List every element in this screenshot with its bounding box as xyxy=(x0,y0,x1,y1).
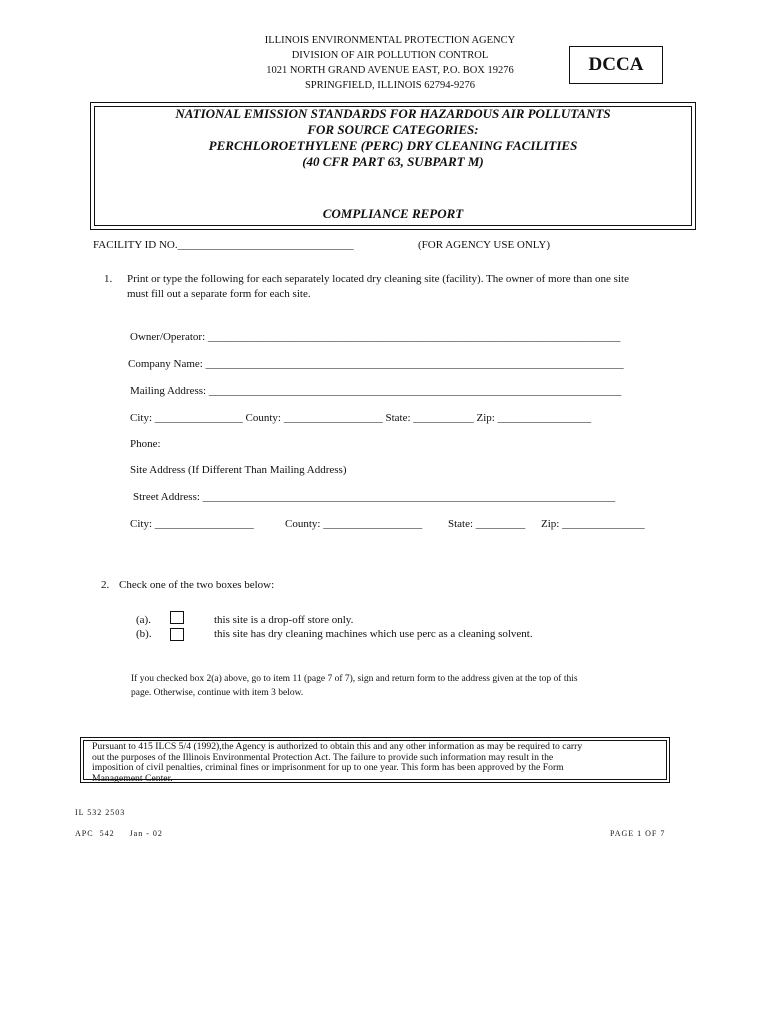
item-1-instruction-line-1: Print or type the following for each separately located dry cleaning site (facility). The owner of more than one site xyxy=(127,273,629,285)
option-a-text: this site is a drop-off store only. xyxy=(214,614,354,626)
dry-cleaning-machines-checkbox[interactable] xyxy=(170,628,184,641)
owner-operator-field[interactable]: Owner/Operator: ___________________________________________________________________________ xyxy=(130,331,621,343)
form-id: IL 532 2503 xyxy=(75,808,126,817)
option-a-label: (a). xyxy=(136,614,151,626)
document-title xyxy=(90,106,696,170)
legal-notice-text xyxy=(83,740,667,784)
phone-field[interactable]: Phone: xyxy=(130,438,161,450)
facility-id-field[interactable]: FACILITY ID NO.________________________________ xyxy=(93,239,354,251)
item-2-number: 2. xyxy=(101,579,110,591)
item-2-instruction-line-1: If you checked box 2(a) above, go to item 11 (page 7 of 7), sign and return form to the address given at the top of this xyxy=(131,674,578,684)
option-b-label: (b). xyxy=(136,628,152,640)
site-address-label: Site Address (If Different Than Mailing Address) xyxy=(130,464,347,476)
street-address-field[interactable]: Street Address: ___________________________________________________________________________ xyxy=(133,491,616,503)
title-line-3: PERCHLOROETHYLENE (PERC) DRY CLEANING FACILITIES xyxy=(208,138,578,153)
site-city-field[interactable]: City: __________________ xyxy=(130,518,254,530)
notice-line-1: Pursuant to 415 ILCS 5/4 (1992),the Agency is authorized to obtain this and any other information as may be required to carry xyxy=(92,741,583,752)
agency-name: ILLINOIS ENVIRONMENTAL PROTECTION AGENCY xyxy=(264,35,516,46)
option-b-text: this site has dry cleaning machines which use perc as a cleaning solvent. xyxy=(214,628,533,640)
title-line-4: (40 CFR PART 63, SUBPART M) xyxy=(302,154,484,169)
page-number: PAGE 1 OF 7 xyxy=(610,829,666,838)
site-state-field[interactable]: State: _________ xyxy=(448,518,526,530)
item-1-instruction-line-2: must fill out a separate form for each site. xyxy=(127,288,311,300)
dcca-badge: DCCA xyxy=(569,46,663,84)
city-county-state-zip-field[interactable]: City: ________________ County: __________________ State: ___________ Zip: _________________ xyxy=(130,412,592,424)
title-line-1: NATIONAL EMISSION STANDARDS FOR HAZARDOUS AIR POLLUTANTS xyxy=(175,106,611,121)
item-1-number: 1. xyxy=(104,273,113,285)
item-2-prompt: Check one of the two boxes below: xyxy=(119,579,275,591)
mailing-address-field[interactable]: Mailing Address: ___________________________________________________________________________ xyxy=(130,385,622,397)
report-type-heading: COMPLIANCE REPORT xyxy=(322,206,464,221)
notice-line-3: imposition of civil penalties, criminal fines or imprisonment for up to one year. This form has been approved by the Form xyxy=(92,762,564,773)
agency-address-block xyxy=(230,33,550,93)
agency-division: DIVISION OF AIR POLLUTION CONTROL xyxy=(291,50,489,61)
title-line-2: FOR SOURCE CATEGORIES: xyxy=(307,122,479,137)
agency-use-note: (FOR AGENCY USE ONLY) xyxy=(418,239,551,251)
site-zip-field[interactable]: Zip: _______________ xyxy=(541,518,645,530)
site-county-field[interactable]: County: __________________ xyxy=(285,518,423,530)
company-name-field[interactable]: Company Name: ____________________________________________________________________________ xyxy=(128,358,624,370)
agency-street: 1021 NORTH GRAND AVENUE EAST, P.O. BOX 19276 xyxy=(266,65,514,76)
notice-line-4: Management Center. xyxy=(92,772,173,784)
notice-line-2: out the purposes of the Illinois Environmental Protection Act. The failure to provide such information may result in the xyxy=(92,751,554,763)
agency-city: SPRINGFIELD, ILLINOIS 62794-9276 xyxy=(304,80,476,91)
legal-notice-box xyxy=(80,737,670,783)
apc-code-date: APC 542 Jan - 02 xyxy=(75,829,163,838)
drop-off-store-checkbox[interactable] xyxy=(170,611,184,624)
item-2-instruction-line-2: page. Otherwise, continue with item 3 below. xyxy=(131,688,304,698)
